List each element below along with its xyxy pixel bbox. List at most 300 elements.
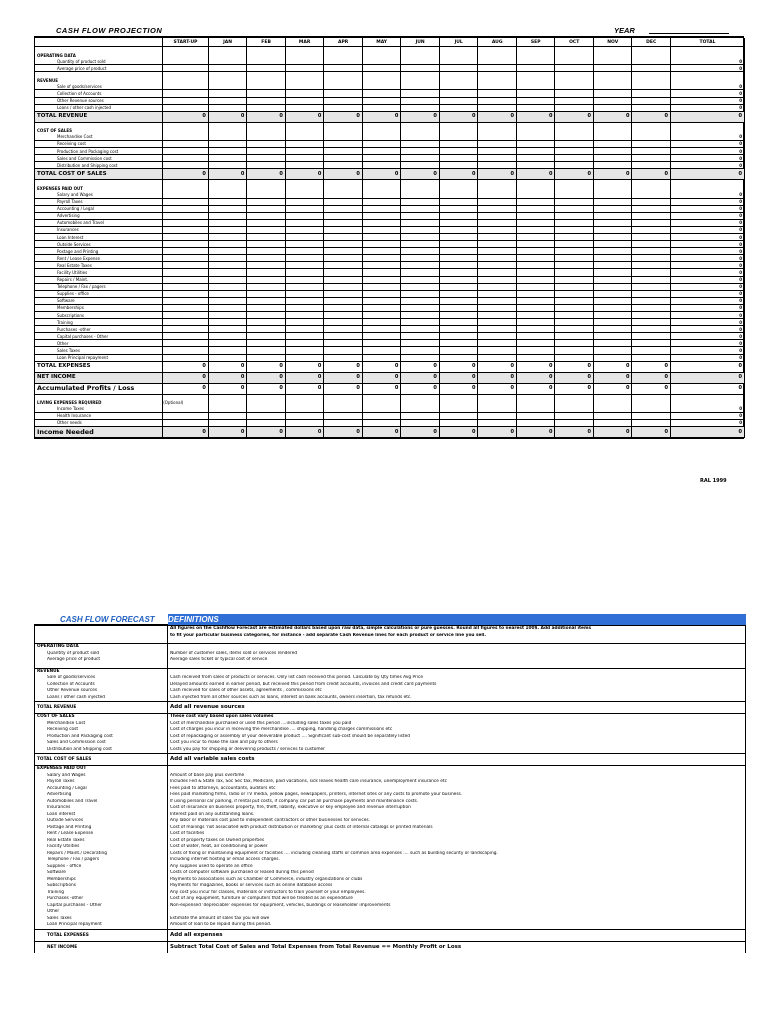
input-cell[interactable] <box>163 162 209 169</box>
input-cell[interactable] <box>362 340 401 347</box>
input-cell[interactable] <box>439 283 478 290</box>
input-cell[interactable] <box>247 262 286 269</box>
input-cell[interactable] <box>478 233 517 240</box>
input-cell[interactable] <box>401 233 440 240</box>
input-cell[interactable] <box>285 419 324 426</box>
input-cell[interactable] <box>285 198 324 205</box>
input-cell[interactable] <box>555 248 594 255</box>
input-cell[interactable] <box>208 155 247 162</box>
input-cell[interactable] <box>478 148 517 155</box>
input-cell[interactable] <box>401 312 440 319</box>
input-cell[interactable] <box>208 262 247 269</box>
input-cell[interactable] <box>362 97 401 104</box>
input-cell[interactable] <box>516 83 555 90</box>
input-cell[interactable] <box>362 104 401 111</box>
input-cell[interactable] <box>516 155 555 162</box>
input-cell[interactable] <box>516 276 555 283</box>
input-cell[interactable] <box>516 90 555 97</box>
input-cell[interactable] <box>163 104 209 111</box>
input-cell[interactable] <box>593 104 632 111</box>
input-cell[interactable] <box>555 304 594 311</box>
input-cell[interactable] <box>632 297 671 304</box>
input-cell[interactable] <box>593 226 632 233</box>
input-cell[interactable] <box>285 347 324 354</box>
input-cell[interactable] <box>401 262 440 269</box>
input-cell[interactable] <box>632 241 671 248</box>
input-cell[interactable] <box>593 148 632 155</box>
input-cell[interactable] <box>478 406 517 413</box>
input-cell[interactable] <box>163 297 209 304</box>
input-cell[interactable] <box>247 212 286 219</box>
input-cell[interactable] <box>632 347 671 354</box>
input-cell[interactable] <box>285 97 324 104</box>
input-cell[interactable] <box>632 333 671 340</box>
input-cell[interactable] <box>285 104 324 111</box>
input-cell[interactable] <box>285 140 324 147</box>
input-cell[interactable] <box>247 58 286 65</box>
input-cell[interactable] <box>285 65 324 72</box>
input-cell[interactable] <box>324 406 363 413</box>
input-cell[interactable] <box>362 290 401 297</box>
input-cell[interactable] <box>593 304 632 311</box>
input-cell[interactable] <box>516 205 555 212</box>
input-cell[interactable] <box>478 104 517 111</box>
input-cell[interactable] <box>247 269 286 276</box>
input-cell[interactable] <box>516 333 555 340</box>
input-cell[interactable] <box>401 412 440 419</box>
input-cell[interactable] <box>555 297 594 304</box>
input-cell[interactable] <box>285 255 324 262</box>
input-cell[interactable] <box>163 90 209 97</box>
input-cell[interactable] <box>478 198 517 205</box>
input-cell[interactable] <box>401 191 440 198</box>
input-cell[interactable] <box>401 248 440 255</box>
input-cell[interactable] <box>247 255 286 262</box>
input-cell[interactable] <box>163 191 209 198</box>
input-cell[interactable] <box>362 283 401 290</box>
input-cell[interactable] <box>478 90 517 97</box>
input-cell[interactable] <box>439 90 478 97</box>
input-cell[interactable] <box>632 212 671 219</box>
input-cell[interactable] <box>208 104 247 111</box>
input-cell[interactable] <box>401 354 440 361</box>
input-cell[interactable] <box>593 140 632 147</box>
input-cell[interactable] <box>555 58 594 65</box>
input-cell[interactable] <box>555 205 594 212</box>
input-cell[interactable] <box>593 233 632 240</box>
input-cell[interactable] <box>362 276 401 283</box>
input-cell[interactable] <box>555 241 594 248</box>
input-cell[interactable] <box>478 191 517 198</box>
input-cell[interactable] <box>208 333 247 340</box>
input-cell[interactable] <box>593 65 632 72</box>
input-cell[interactable] <box>247 319 286 326</box>
input-cell[interactable] <box>324 354 363 361</box>
input-cell[interactable] <box>362 58 401 65</box>
input-cell[interactable] <box>285 312 324 319</box>
input-cell[interactable] <box>555 90 594 97</box>
input-cell[interactable] <box>555 148 594 155</box>
input-cell[interactable] <box>362 354 401 361</box>
input-cell[interactable] <box>324 347 363 354</box>
input-cell[interactable] <box>362 162 401 169</box>
input-cell[interactable] <box>362 312 401 319</box>
input-cell[interactable] <box>593 155 632 162</box>
input-cell[interactable] <box>208 290 247 297</box>
input-cell[interactable] <box>555 312 594 319</box>
input-cell[interactable] <box>324 412 363 419</box>
input-cell[interactable] <box>208 255 247 262</box>
input-cell[interactable] <box>401 276 440 283</box>
input-cell[interactable] <box>208 97 247 104</box>
input-cell[interactable] <box>478 276 517 283</box>
input-cell[interactable] <box>247 248 286 255</box>
input-cell[interactable] <box>285 297 324 304</box>
input-cell[interactable] <box>163 290 209 297</box>
input-cell[interactable] <box>439 140 478 147</box>
input-cell[interactable] <box>247 333 286 340</box>
input-cell[interactable] <box>362 191 401 198</box>
input-cell[interactable] <box>163 269 209 276</box>
input-cell[interactable] <box>593 312 632 319</box>
input-cell[interactable] <box>593 191 632 198</box>
input-cell[interactable] <box>401 419 440 426</box>
input-cell[interactable] <box>632 83 671 90</box>
input-cell[interactable] <box>362 90 401 97</box>
input-cell[interactable] <box>362 226 401 233</box>
input-cell[interactable] <box>516 65 555 72</box>
input-cell[interactable] <box>324 312 363 319</box>
input-cell[interactable] <box>401 290 440 297</box>
input-cell[interactable] <box>593 97 632 104</box>
input-cell[interactable] <box>362 65 401 72</box>
input-cell[interactable] <box>439 340 478 347</box>
input-cell[interactable] <box>163 326 209 333</box>
input-cell[interactable] <box>362 205 401 212</box>
input-cell[interactable] <box>516 290 555 297</box>
input-cell[interactable] <box>285 290 324 297</box>
input-cell[interactable] <box>478 304 517 311</box>
input-cell[interactable] <box>401 90 440 97</box>
input-cell[interactable] <box>593 255 632 262</box>
input-cell[interactable] <box>516 326 555 333</box>
input-cell[interactable] <box>478 212 517 219</box>
input-cell[interactable] <box>516 319 555 326</box>
input-cell[interactable] <box>632 412 671 419</box>
input-cell[interactable] <box>478 333 517 340</box>
input-cell[interactable] <box>516 248 555 255</box>
input-cell[interactable] <box>516 219 555 226</box>
input-cell[interactable] <box>478 140 517 147</box>
input-cell[interactable] <box>593 212 632 219</box>
input-cell[interactable] <box>632 354 671 361</box>
input-cell[interactable] <box>324 198 363 205</box>
input-cell[interactable] <box>324 212 363 219</box>
input-cell[interactable] <box>362 269 401 276</box>
input-cell[interactable] <box>593 347 632 354</box>
input-cell[interactable] <box>247 155 286 162</box>
input-cell[interactable] <box>632 304 671 311</box>
input-cell[interactable] <box>324 304 363 311</box>
input-cell[interactable] <box>362 241 401 248</box>
input-cell[interactable] <box>208 419 247 426</box>
input-cell[interactable] <box>632 148 671 155</box>
input-cell[interactable] <box>593 262 632 269</box>
input-cell[interactable] <box>208 148 247 155</box>
input-cell[interactable] <box>324 233 363 240</box>
input-cell[interactable] <box>478 269 517 276</box>
input-cell[interactable] <box>208 347 247 354</box>
input-cell[interactable] <box>362 83 401 90</box>
input-cell[interactable] <box>163 255 209 262</box>
input-cell[interactable] <box>516 140 555 147</box>
input-cell[interactable] <box>163 333 209 340</box>
input-cell[interactable] <box>632 226 671 233</box>
input-cell[interactable] <box>285 333 324 340</box>
input-cell[interactable] <box>285 205 324 212</box>
input-cell[interactable] <box>439 191 478 198</box>
input-cell[interactable] <box>439 134 478 141</box>
input-cell[interactable] <box>478 312 517 319</box>
input-cell[interactable] <box>285 412 324 419</box>
input-cell[interactable] <box>632 326 671 333</box>
input-cell[interactable] <box>247 162 286 169</box>
input-cell[interactable] <box>362 148 401 155</box>
input-cell[interactable] <box>324 276 363 283</box>
input-cell[interactable] <box>632 269 671 276</box>
input-cell[interactable] <box>555 319 594 326</box>
input-cell[interactable] <box>555 354 594 361</box>
input-cell[interactable] <box>324 262 363 269</box>
input-cell[interactable] <box>285 148 324 155</box>
input-cell[interactable] <box>285 226 324 233</box>
input-cell[interactable] <box>208 65 247 72</box>
input-cell[interactable] <box>324 290 363 297</box>
input-cell[interactable] <box>163 97 209 104</box>
input-cell[interactable] <box>208 226 247 233</box>
input-cell[interactable] <box>247 205 286 212</box>
input-cell[interactable] <box>163 205 209 212</box>
input-cell[interactable] <box>208 406 247 413</box>
input-cell[interactable] <box>247 312 286 319</box>
input-cell[interactable] <box>632 255 671 262</box>
input-cell[interactable] <box>593 276 632 283</box>
input-cell[interactable] <box>247 83 286 90</box>
input-cell[interactable] <box>208 58 247 65</box>
input-cell[interactable] <box>632 97 671 104</box>
input-cell[interactable] <box>439 83 478 90</box>
input-cell[interactable] <box>401 198 440 205</box>
input-cell[interactable] <box>555 406 594 413</box>
input-cell[interactable] <box>285 326 324 333</box>
input-cell[interactable] <box>516 304 555 311</box>
input-cell[interactable] <box>439 406 478 413</box>
input-cell[interactable] <box>478 97 517 104</box>
input-cell[interactable] <box>555 269 594 276</box>
input-cell[interactable] <box>439 97 478 104</box>
input-cell[interactable] <box>247 326 286 333</box>
input-cell[interactable] <box>555 340 594 347</box>
input-cell[interactable] <box>285 162 324 169</box>
input-cell[interactable] <box>163 198 209 205</box>
input-cell[interactable] <box>247 97 286 104</box>
input-cell[interactable] <box>478 134 517 141</box>
input-cell[interactable] <box>324 148 363 155</box>
input-cell[interactable] <box>401 326 440 333</box>
input-cell[interactable] <box>208 205 247 212</box>
input-cell[interactable] <box>401 319 440 326</box>
input-cell[interactable] <box>632 90 671 97</box>
input-cell[interactable] <box>163 233 209 240</box>
input-cell[interactable] <box>439 269 478 276</box>
input-cell[interactable] <box>208 412 247 419</box>
input-cell[interactable] <box>362 233 401 240</box>
input-cell[interactable] <box>632 262 671 269</box>
input-cell[interactable] <box>439 198 478 205</box>
input-cell[interactable] <box>632 312 671 319</box>
input-cell[interactable] <box>401 97 440 104</box>
year-input-line[interactable] <box>649 25 729 34</box>
input-cell[interactable] <box>516 233 555 240</box>
input-cell[interactable] <box>247 198 286 205</box>
input-cell[interactable] <box>324 219 363 226</box>
input-cell[interactable] <box>163 347 209 354</box>
input-cell[interactable] <box>285 269 324 276</box>
input-cell[interactable] <box>285 58 324 65</box>
input-cell[interactable] <box>285 248 324 255</box>
input-cell[interactable] <box>163 319 209 326</box>
input-cell[interactable] <box>439 312 478 319</box>
input-cell[interactable] <box>516 148 555 155</box>
input-cell[interactable] <box>478 297 517 304</box>
input-cell[interactable] <box>593 297 632 304</box>
input-cell[interactable] <box>324 58 363 65</box>
input-cell[interactable] <box>324 104 363 111</box>
input-cell[interactable] <box>247 354 286 361</box>
input-cell[interactable] <box>632 134 671 141</box>
input-cell[interactable] <box>247 148 286 155</box>
input-cell[interactable] <box>632 58 671 65</box>
input-cell[interactable] <box>439 276 478 283</box>
input-cell[interactable] <box>247 226 286 233</box>
input-cell[interactable] <box>401 219 440 226</box>
input-cell[interactable] <box>247 65 286 72</box>
input-cell[interactable] <box>439 104 478 111</box>
input-cell[interactable] <box>401 297 440 304</box>
input-cell[interactable] <box>285 233 324 240</box>
input-cell[interactable] <box>163 304 209 311</box>
input-cell[interactable] <box>516 269 555 276</box>
input-cell[interactable] <box>208 319 247 326</box>
input-cell[interactable] <box>478 262 517 269</box>
input-cell[interactable] <box>478 58 517 65</box>
input-cell[interactable] <box>439 162 478 169</box>
input-cell[interactable] <box>516 134 555 141</box>
input-cell[interactable] <box>632 162 671 169</box>
input-cell[interactable] <box>362 262 401 269</box>
input-cell[interactable] <box>324 319 363 326</box>
input-cell[interactable] <box>401 212 440 219</box>
input-cell[interactable] <box>163 406 209 413</box>
input-cell[interactable] <box>285 155 324 162</box>
input-cell[interactable] <box>163 148 209 155</box>
input-cell[interactable] <box>285 83 324 90</box>
input-cell[interactable] <box>439 58 478 65</box>
input-cell[interactable] <box>478 354 517 361</box>
input-cell[interactable] <box>401 162 440 169</box>
input-cell[interactable] <box>478 290 517 297</box>
input-cell[interactable] <box>324 191 363 198</box>
input-cell[interactable] <box>208 162 247 169</box>
input-cell[interactable] <box>285 262 324 269</box>
input-cell[interactable] <box>285 191 324 198</box>
input-cell[interactable] <box>632 219 671 226</box>
input-cell[interactable] <box>555 83 594 90</box>
input-cell[interactable] <box>555 226 594 233</box>
input-cell[interactable] <box>478 205 517 212</box>
input-cell[interactable] <box>555 255 594 262</box>
input-cell[interactable] <box>593 333 632 340</box>
input-cell[interactable] <box>324 333 363 340</box>
input-cell[interactable] <box>439 333 478 340</box>
input-cell[interactable] <box>516 104 555 111</box>
input-cell[interactable] <box>208 248 247 255</box>
input-cell[interactable] <box>163 412 209 419</box>
input-cell[interactable] <box>324 340 363 347</box>
input-cell[interactable] <box>362 155 401 162</box>
input-cell[interactable] <box>163 248 209 255</box>
input-cell[interactable] <box>632 319 671 326</box>
input-cell[interactable] <box>208 90 247 97</box>
input-cell[interactable] <box>208 241 247 248</box>
input-cell[interactable] <box>401 104 440 111</box>
input-cell[interactable] <box>362 333 401 340</box>
input-cell[interactable] <box>163 65 209 72</box>
input-cell[interactable] <box>516 297 555 304</box>
input-cell[interactable] <box>163 241 209 248</box>
input-cell[interactable] <box>208 140 247 147</box>
input-cell[interactable] <box>324 297 363 304</box>
input-cell[interactable] <box>516 97 555 104</box>
input-cell[interactable] <box>208 212 247 219</box>
input-cell[interactable] <box>478 255 517 262</box>
input-cell[interactable] <box>478 162 517 169</box>
input-cell[interactable] <box>439 255 478 262</box>
input-cell[interactable] <box>247 419 286 426</box>
input-cell[interactable] <box>439 148 478 155</box>
input-cell[interactable] <box>516 283 555 290</box>
input-cell[interactable] <box>401 65 440 72</box>
input-cell[interactable] <box>555 326 594 333</box>
input-cell[interactable] <box>401 340 440 347</box>
input-cell[interactable] <box>208 219 247 226</box>
input-cell[interactable] <box>324 226 363 233</box>
input-cell[interactable] <box>555 104 594 111</box>
input-cell[interactable] <box>555 155 594 162</box>
input-cell[interactable] <box>439 419 478 426</box>
input-cell[interactable] <box>247 276 286 283</box>
input-cell[interactable] <box>593 326 632 333</box>
input-cell[interactable] <box>208 283 247 290</box>
input-cell[interactable] <box>362 255 401 262</box>
input-cell[interactable] <box>478 83 517 90</box>
input-cell[interactable] <box>208 354 247 361</box>
input-cell[interactable] <box>555 198 594 205</box>
input-cell[interactable] <box>632 406 671 413</box>
input-cell[interactable] <box>555 283 594 290</box>
input-cell[interactable] <box>362 347 401 354</box>
input-cell[interactable] <box>478 340 517 347</box>
